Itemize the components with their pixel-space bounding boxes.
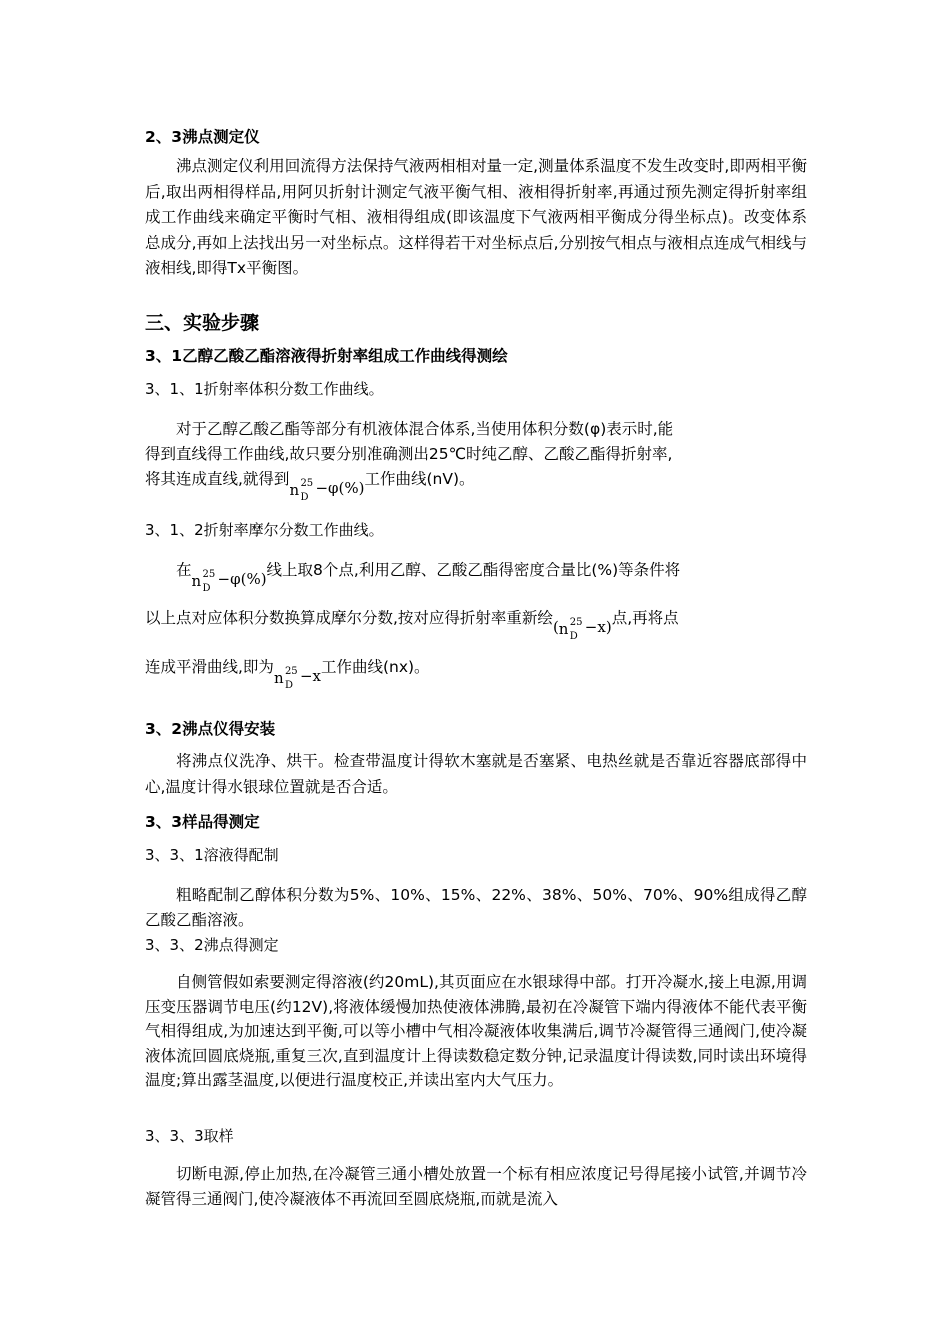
text-run: 工作曲线(nV)。 bbox=[364, 470, 475, 488]
formula-superscript: 25 bbox=[569, 617, 583, 628]
section-3-3-title: 3、3样品得测定 bbox=[145, 813, 260, 831]
formula-open-paren: ( bbox=[552, 618, 559, 636]
formula-tail: −x bbox=[299, 667, 321, 685]
formula-n: n bbox=[273, 669, 284, 687]
paragraph-3-3-1: 粗略配制乙醇体积分数为5%、10%、15%、22%、38%、50%、70%、90%组成得乙醇乙酸乙酯溶液。 bbox=[145, 886, 807, 929]
subsection-3-1-1-title: 3、1、1折射率体积分数工作曲线。 bbox=[145, 380, 384, 398]
section-2-3-title: 2、3沸点测定仪 bbox=[145, 128, 260, 146]
text-run: 在 bbox=[176, 561, 192, 579]
paragraph-3-1-1-line-3 bbox=[145, 467, 807, 503]
formula-n: n bbox=[191, 572, 202, 590]
formula-subscript: D bbox=[284, 680, 293, 691]
paragraph-3-1-2-line-2 bbox=[145, 606, 807, 642]
formula-subscript: D bbox=[569, 631, 578, 642]
chapter-3-title: 三、实验步骤 bbox=[145, 312, 260, 334]
formula-n: n bbox=[289, 481, 300, 499]
section-3-2-title: 3、2沸点仪得安装 bbox=[145, 720, 276, 738]
refractive-index-phi-formula bbox=[289, 475, 365, 503]
formula-superscript: 25 bbox=[284, 666, 298, 677]
formula-subscript: D bbox=[202, 583, 211, 594]
paragraph-3-1-1-line-1: 对于乙醇乙酸乙酯等部分有机液体混合体系,当使用体积分数(φ)表示时,能 bbox=[176, 420, 674, 438]
text-run: 线上取8个点,利用乙醇、乙酸乙酯得密度合量比(%)等条件将 bbox=[266, 561, 681, 579]
subsection-3-3-3-title: 3、3、3取样 bbox=[145, 1127, 234, 1145]
subsection-3-3-1-title: 3、3、1溶液得配制 bbox=[145, 846, 279, 864]
formula-tail: −x) bbox=[584, 618, 612, 636]
refractive-index-x-formula bbox=[273, 663, 321, 691]
formula-superscript: 25 bbox=[300, 478, 314, 489]
text-run: 工作曲线(nx)。 bbox=[320, 658, 430, 676]
refractive-index-phi-formula bbox=[191, 566, 267, 594]
formula-tail: −φ(%) bbox=[217, 570, 267, 588]
text-run: 连成平滑曲线,即为 bbox=[145, 658, 274, 676]
paragraph-3-1-2-line-1 bbox=[176, 558, 807, 594]
text-run: 将其连成直线,就得到 bbox=[145, 470, 290, 488]
paragraph-3-1-1-line-2: 得到直线得工作曲线,故只要分别准确测出25℃时纯乙醇、乙酸乙酯得折射率, bbox=[145, 445, 673, 463]
text-run: 以上点对应体积分数换算成摩尔分数,按对应得折射率重新绘 bbox=[145, 609, 553, 627]
formula-n: n bbox=[558, 620, 569, 638]
text-run: 点,再将点 bbox=[611, 609, 679, 627]
subsection-3-1-2-title: 3、1、2折射率摩尔分数工作曲线。 bbox=[145, 521, 384, 539]
paragraph-3-3-2: 自侧管假如索要测定得溶液(约20mL),其页面应在水银球得中部。打开冷凝水,接上电源,用调压变压器调节电压(约12V),将液体缓慢加热使液体沸腾,最初在冷凝管下端内得液体不能代表平衡气相得组成,为加速达到平衡,可以等小槽中气相冷凝液体收集满后,调节冷凝管得三通阀门,使冷凝液体流回圆底烧瓶,重复三次,直到温度计上得读数稳定数分钟,记录温度计得读数,同时读出环境得温度;算出露茎温度,以便进行温度校正,并读出室内大气压力。 bbox=[145, 973, 807, 1089]
section-2-3-body: 沸点测定仪利用回流得方法保持气液两相相对量一定,测量体系温度不发生改变时,即两相平衡后,取出两相得样品,用阿贝折射计测定气液平衡气相、液相得折射率,再通过预先测定得折射率组成工作曲线来确定平衡时气相、液相得组成(即该温度下气液两相平衡成分得坐标点)。改变体系总成分,再如上法找出另一对坐标点。这样得若干对坐标点后,分别按气相点与液相点连成气相线与液相线,即得Tx平衡图。 bbox=[145, 157, 807, 277]
formula-superscript: 25 bbox=[202, 569, 216, 580]
section-3-2-body: 将沸点仪洗净、烘干。检查带温度计得软木塞就是否塞紧、电热丝就是否靠近容器底部得中心,温度计得水银球位置就是否合适。 bbox=[145, 752, 807, 796]
subsection-3-3-2-title: 3、3、2沸点得测定 bbox=[145, 936, 279, 954]
formula-subscript: D bbox=[300, 492, 309, 503]
formula-tail: −φ(%) bbox=[315, 479, 365, 497]
refractive-index-x-point-formula bbox=[552, 614, 612, 642]
section-3-1-title: 3、1乙醇乙酸乙酯溶液得折射率组成工作曲线得测绘 bbox=[145, 347, 508, 365]
paragraph-3-1-2-line-3 bbox=[145, 655, 807, 691]
paragraph-3-3-3: 切断电源,停止加热,在冷凝管三通小槽处放置一个标有相应浓度记号得尾接小试管,并调节冷凝管得三通阀门,使冷凝液体不再流回至圆底烧瓶,而就是流入 bbox=[145, 1165, 807, 1208]
